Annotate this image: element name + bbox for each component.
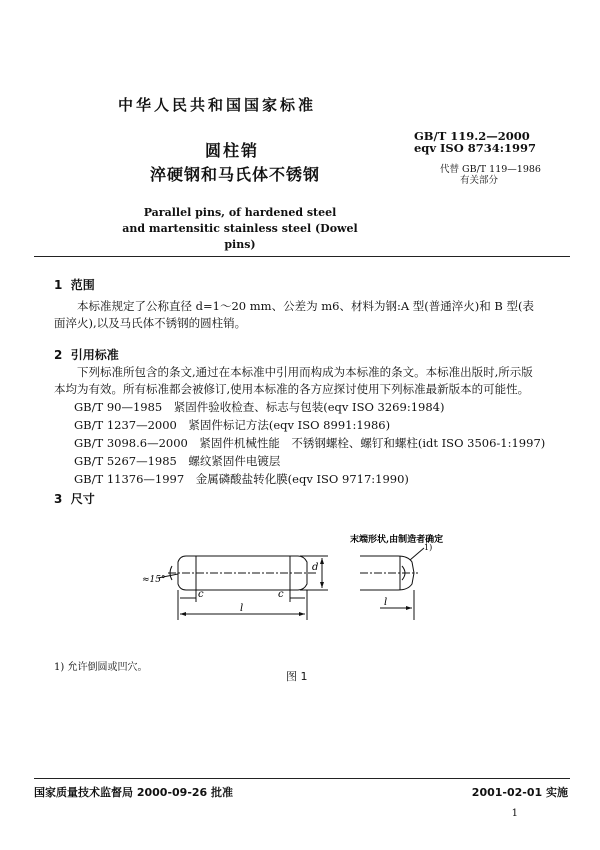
footer-divider [34,778,570,779]
angle-label: ≈15° [142,575,166,585]
section-3-title: 尺寸 [70,492,95,506]
c-left-label: c [198,589,204,600]
section-3-number: 3 [54,492,63,506]
standard-number: GB/T 119.2—2000 [413,129,530,143]
title-en-line2: and martensitic stainless steel (Dowel pins) [122,222,358,251]
l-detail-label: l [384,597,388,608]
title-en-line1: Parallel pins, of hardened steel [143,206,337,219]
replaces-note: 有关部分 [460,175,499,186]
page-number: 1 [511,808,518,819]
equivalent-standard: eqv ISO 8734:1997 [413,141,536,155]
figure-footnote: 1) 允许倒圆或凹穴。 [54,662,148,673]
section-2-text: 下列标准所包含的条文,通过在本标准中引用而构成为本标准的条文。本标准出版时,所示版本均为有效。所有标准都会被修订,使用本标准的各方应探讨使用下列标准最新版本的可能性。 [54,365,533,396]
replaces-standard: 代替 GB/T 119—1986 [440,164,541,175]
reference-item: GB/T 3098.6—2000 紧固件机械性能 不锈钢螺栓、螺钉和螺柱(idt ISO 3506-1:1997) [74,436,546,450]
reference-item: GB/T 11376—1997 金属磷酸盐转化膜(eqv ISO 9717:1990) [74,472,409,486]
title-zh-line2: 淬硬钢和马氏体不锈钢 [150,165,321,184]
end-shape-label: 末端形状,由制造者确定 [350,535,444,545]
section-2-title: 引用标准 [70,348,119,362]
implementation-date: 2001-02-01 实施 [471,786,568,799]
section-1-title: 范围 [70,278,95,292]
national-standard-header: 中华人民共和国国家标准 [118,96,317,114]
d-label: d [312,562,319,573]
c-right-label: c [278,589,284,600]
title-zh-line1: 圆柱销 [205,141,260,160]
section-1-text: 本标准规定了公称直径 d=1～20 mm、公差为 m6、材料为钢:A 型(普通淬火)和 B 型(表面淬火),以及马氏体不锈钢的圆柱销。 [54,299,534,330]
section-2-number: 2 [54,348,63,362]
reference-item: GB/T 5267—1985 螺纹紧固件电镀层 [74,454,281,468]
reference-item: GB/T 90—1985 紧固件验收检查、标志与包装(eqv ISO 3269:1984) [74,400,445,414]
reference-item: GB/T 1237—2000 紧固件标记方法(eqv ISO 8991:1986) [74,418,391,432]
approval-info: 国家质量技术监督局 2000-09-26 批准 [34,786,234,799]
figure-caption: 图 1 [286,670,308,683]
section-1-number: 1 [54,278,63,292]
l-label: l [240,603,244,614]
footnote-mark: 1) [424,543,433,552]
